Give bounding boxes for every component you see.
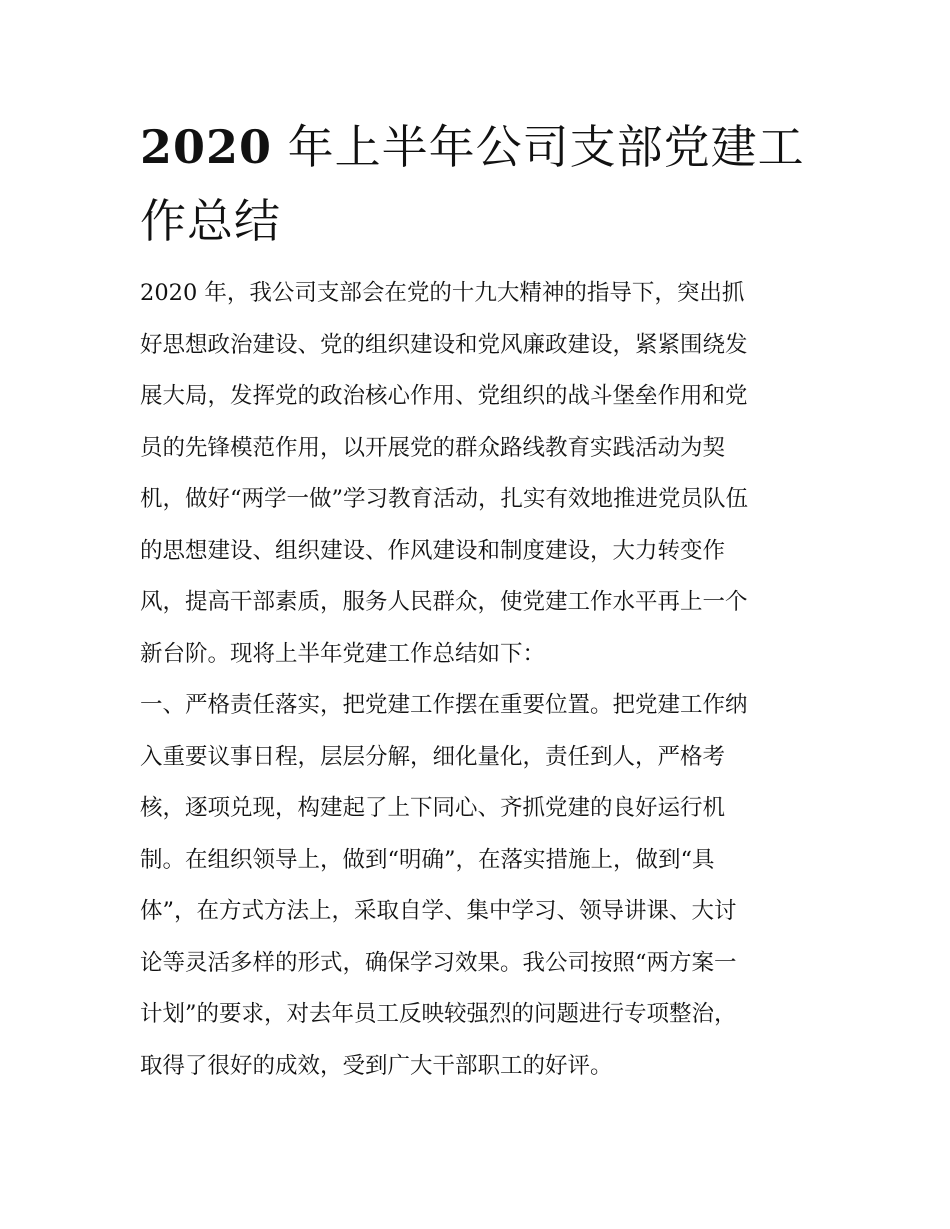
- body-line: 体”，在方式方法上，采取自学、集中学习、领导讲课、大讨: [140, 898, 737, 924]
- body-line: 2020 年，我公司支部会在党的十九大精神的指导下，突出抓: [140, 280, 745, 306]
- body-line: 员的先锋模范作用，以开展党的群众路线教育实践活动为契: [140, 434, 726, 461]
- title-line-1-text: 年上半年公司支部党建工: [272, 120, 805, 174]
- body-line: 风，提高干部素质，服务人民群众，使党建工作水平再上一个: [140, 589, 748, 615]
- body-line: 核，逐项兑现，构建起了上下同心、齐抓党建的良好运行机: [140, 795, 726, 821]
- body-line: 一、严格责任落实，把党建工作摆在重要位置。把党建工作纳: [140, 692, 748, 718]
- body-line: 的思想建设、组织建设、作风建设和制度建设，大力转变作: [140, 537, 726, 564]
- body-line: 入重要议事日程，层层分解，细化量化，责任到人，严格考: [140, 743, 726, 770]
- title-year: 2020: [140, 120, 273, 174]
- body-line: 取得了很好的成效，受到广大干部职工的好评。: [140, 1052, 613, 1079]
- body-line: 展大局，发挥党的政治核心作用、党组织的战斗堡垒作用和党: [140, 383, 748, 409]
- body-line: 机，做好“两学一做”学习教育活动，扎实有效地推进党员队伍: [140, 486, 749, 512]
- document-page: [140, 110, 820, 1092]
- body-line: 制。在组织领导上，做到“明确”，在落实措施上，做到“具: [140, 846, 715, 873]
- body-line: 新台阶。现将上半年党建工作总结如下：: [140, 640, 546, 667]
- title-line-1: [140, 110, 820, 184]
- document-body: [140, 268, 820, 1092]
- body-line: 计划”的要求，对去年员工反映较强烈的问题进行专项整治，: [140, 1001, 737, 1027]
- body-line: 论等灵活多样的形式，确保学习效果。我公司按照“两方案一: [140, 949, 737, 976]
- title-line-2: 作总结: [140, 194, 281, 248]
- document-title: [140, 110, 820, 258]
- body-line: 好思想政治建设、党的组织建设和党风廉政建设，紧紧围绕发: [140, 331, 748, 358]
